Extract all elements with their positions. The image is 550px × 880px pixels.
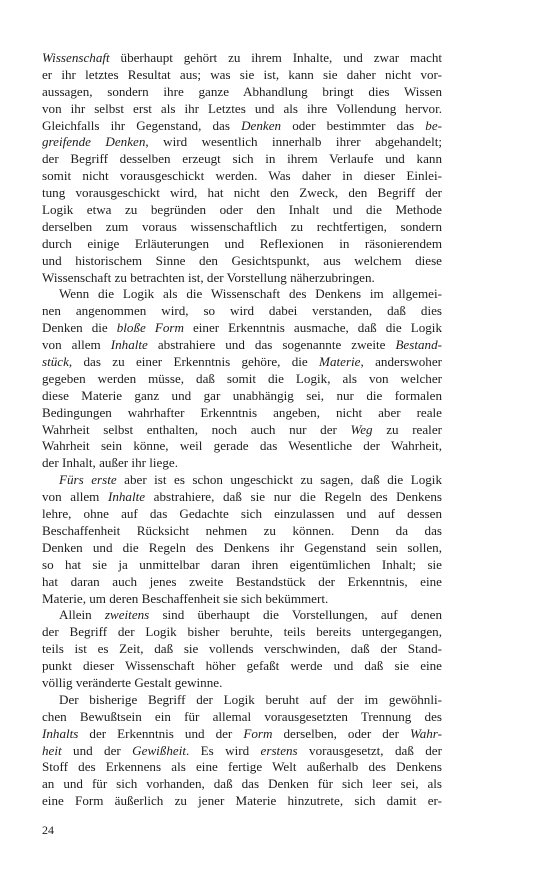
text-line bbox=[42, 320, 442, 337]
text-line bbox=[42, 726, 442, 743]
text-line bbox=[42, 472, 442, 489]
text-run: der Erkenntnis und der bbox=[78, 725, 244, 741]
text-run: somit nicht vorausgeschickt werden. Was daher in dieser Einlei- bbox=[42, 168, 442, 184]
text-run: an und für sich vorhanden, daß das Denken für sich leer sei, als bbox=[42, 776, 442, 792]
text-run: oder bestimmter das bbox=[281, 117, 426, 133]
text-line bbox=[42, 236, 442, 253]
italic-emphasis: stück bbox=[42, 354, 69, 370]
page-body-text bbox=[42, 50, 442, 810]
text-line bbox=[42, 388, 442, 405]
text-run: gegeben werden müsse, daß somit die Logik, als von welcher bbox=[42, 370, 442, 386]
text-run: aussagen, sondern ihre ganze Abhandlung bringt dies Wissen bbox=[42, 83, 442, 99]
text-run: Allein bbox=[59, 607, 105, 623]
text-run: er ihr letztes Resultat aus; was sie ist, kann sie daher nicht vor- bbox=[42, 66, 442, 82]
italic-emphasis: Wahr- bbox=[409, 725, 442, 741]
text-line bbox=[42, 523, 442, 540]
text-run: sind überhaupt die Vorstellungen, auf denen bbox=[149, 607, 442, 623]
text-run: diese Materie ganz und gar unabhängig sei, nur die formalen bbox=[42, 387, 442, 403]
text-line bbox=[42, 219, 442, 236]
text-run: Materie, um deren Beschaffenheit sie sich bekümmert. bbox=[42, 590, 329, 606]
text-line bbox=[42, 134, 442, 151]
italic-emphasis: greifende Denken bbox=[42, 134, 146, 150]
text-run: abstrahiere, daß sie nur die Regeln des Denkens bbox=[145, 489, 442, 505]
text-line bbox=[42, 675, 442, 692]
text-line bbox=[42, 101, 442, 118]
text-run: von ihr selbst erst als ihr Letztes und als ihre Vollendung hervor. bbox=[42, 100, 442, 116]
text-line bbox=[42, 354, 442, 371]
text-line bbox=[42, 506, 442, 523]
text-run: durch einige Erläuterungen und Reflexionen in räsonierendem bbox=[42, 235, 442, 251]
text-line bbox=[42, 303, 442, 320]
text-run: Wahrheit selbst enthalten, noch auch nur der bbox=[42, 421, 351, 437]
text-run: aber ist es schon ungeschickt zu sagen, daß die Logik bbox=[116, 472, 442, 488]
italic-emphasis: heit bbox=[42, 742, 62, 758]
text-run: derselben zum voraus wissenschaftlich zu rechtfertigen, sondern bbox=[42, 218, 442, 234]
text-line bbox=[42, 337, 442, 354]
text-run: vorausgesetzt, daß der bbox=[297, 742, 442, 758]
text-line bbox=[42, 84, 442, 101]
text-line bbox=[42, 607, 442, 624]
italic-emphasis: bloße Form bbox=[116, 320, 184, 336]
text-line bbox=[42, 743, 442, 760]
text-run: zu realer bbox=[372, 421, 442, 437]
text-run: Der bisherige Begriff der Logik beruht auf der im gewöhnli- bbox=[59, 691, 442, 707]
italic-emphasis: Inhalts bbox=[42, 725, 79, 741]
text-run: von allem bbox=[42, 489, 108, 505]
italic-emphasis: Bestand- bbox=[395, 337, 442, 353]
text-run: Gleichfalls ihr Gegenstand, das bbox=[42, 117, 242, 133]
text-line bbox=[42, 371, 442, 388]
text-run: hat daran auch jenes zweite Bestandstück der Erkenntnis, eine bbox=[42, 573, 442, 589]
italic-emphasis: Materie bbox=[319, 354, 361, 370]
text-line bbox=[42, 574, 442, 591]
text-line bbox=[42, 540, 442, 557]
italic-emphasis: Inhalte bbox=[107, 489, 146, 505]
text-run: Stoff des Erkennens als eine fertige Welt außerhalb des Denkens bbox=[42, 759, 442, 775]
text-run: und der bbox=[61, 742, 133, 758]
text-line bbox=[42, 151, 442, 168]
text-run: der Begriff desselben erzeugt sich in ihrem Verlaufe und kann bbox=[42, 151, 442, 167]
text-run: nen angenommen wird, so wird dabei verstanden, daß dies bbox=[42, 303, 442, 319]
text-run: Bedingungen wahrhafter Erkenntnis angeben, nicht aber reale bbox=[42, 404, 442, 420]
text-run: , das zu einer Erkenntnis gehöre, die bbox=[68, 354, 320, 370]
text-run: völlig veränderte Gestalt gewinne. bbox=[42, 674, 223, 690]
text-run: , wird wesentlich innerhalb ihrer abgehandelt; bbox=[145, 134, 442, 150]
italic-emphasis: Wissenschaft bbox=[42, 50, 110, 65]
text-run: . Es wird bbox=[186, 742, 261, 758]
text-run: , anderswoher bbox=[360, 354, 442, 370]
italic-emphasis: Denken bbox=[241, 117, 282, 133]
text-line bbox=[42, 168, 442, 185]
text-line bbox=[42, 405, 442, 422]
text-run: derselben, oder der bbox=[272, 725, 410, 741]
text-run: überhaupt gehört zu ihrem Inhalte, und zwar macht bbox=[109, 50, 442, 65]
text-line bbox=[42, 202, 442, 219]
text-line bbox=[42, 591, 442, 608]
text-line bbox=[42, 185, 442, 202]
text-run: Wenn die Logik als die Wissenschaft des Denkens im allgemei- bbox=[59, 286, 442, 302]
text-run: Beschaffenheit Rücksicht nehmen zu können. Denn da das bbox=[42, 522, 442, 538]
text-line bbox=[42, 438, 442, 455]
italic-emphasis: zweitens bbox=[104, 607, 150, 623]
page-number: 24 bbox=[42, 823, 54, 837]
text-line bbox=[42, 253, 442, 270]
text-run: der Begriff der Logik bisher beruhte, teils bereits untergegangen, bbox=[42, 624, 442, 640]
text-line bbox=[42, 709, 442, 726]
text-line bbox=[42, 455, 442, 472]
italic-emphasis: Inhalte bbox=[110, 337, 148, 353]
text-line bbox=[42, 50, 442, 67]
text-line bbox=[42, 557, 442, 574]
text-line bbox=[42, 624, 442, 641]
text-run: Wahrheit sein könne, weil gerade das Wesentliche der Wahrheit, bbox=[42, 438, 442, 454]
text-line bbox=[42, 759, 442, 776]
text-run: teils ist es Zeit, daß sie vollends verschwinden, daß der Stand- bbox=[42, 641, 442, 657]
text-line bbox=[42, 422, 442, 439]
text-line bbox=[42, 641, 442, 658]
text-line bbox=[42, 270, 442, 287]
text-run: der Inhalt, außer ihr liege. bbox=[42, 455, 178, 471]
text-line bbox=[42, 692, 442, 709]
text-run: abstrahiere und das sogenannte zweite bbox=[147, 337, 396, 353]
italic-emphasis: erstens bbox=[260, 742, 298, 758]
text-line bbox=[42, 489, 442, 506]
text-run: Denken und die Regeln des Denkens ihr Gegenstand sein sollen, bbox=[42, 539, 442, 555]
text-run: so hat sie ja unmittelbar daran ihren eigentümlichen Inhalt; sie bbox=[42, 556, 442, 572]
text-line bbox=[42, 118, 442, 135]
text-run: Logik etwa zu begründen oder den Inhalt und die Methode bbox=[42, 202, 442, 218]
text-run: chen Bewußtsein ein für allemal vorausgesetzten Trennung des bbox=[42, 708, 442, 724]
text-line bbox=[42, 793, 442, 810]
text-run: lehre, ohne auf das Gedachte sich einzulassen und auf dessen bbox=[42, 506, 442, 522]
text-run: Wissenschaft zu betrachten ist, der Vorstellung näherzubringen. bbox=[42, 269, 375, 285]
text-line bbox=[42, 658, 442, 675]
italic-emphasis: be- bbox=[425, 117, 442, 133]
italic-emphasis: Fürs erste bbox=[59, 472, 117, 488]
text-run: Denken die bbox=[42, 320, 117, 336]
italic-emphasis: Form bbox=[243, 725, 273, 741]
text-run: und historischem Sinne den Gesichtspunkt, aus welchem diese bbox=[42, 252, 442, 268]
italic-emphasis: Gewißheit bbox=[132, 742, 186, 758]
text-run: von allem bbox=[42, 337, 111, 353]
text-run: tung vorausgeschickt wird, hat nicht den Zweck, den Begriff der bbox=[42, 185, 442, 201]
text-line bbox=[42, 67, 442, 84]
text-run: punkt dieser Wissenschaft höher gefaßt werde und daß sie eine bbox=[42, 658, 442, 674]
text-run: eine Form äußerlich zu jener Materie hinzutrete, sich damit er- bbox=[42, 793, 442, 809]
text-line bbox=[42, 776, 442, 793]
text-line bbox=[42, 286, 442, 303]
italic-emphasis: Weg bbox=[350, 421, 373, 437]
text-run: einer Erkenntnis ausmache, daß die Logik bbox=[183, 320, 442, 336]
